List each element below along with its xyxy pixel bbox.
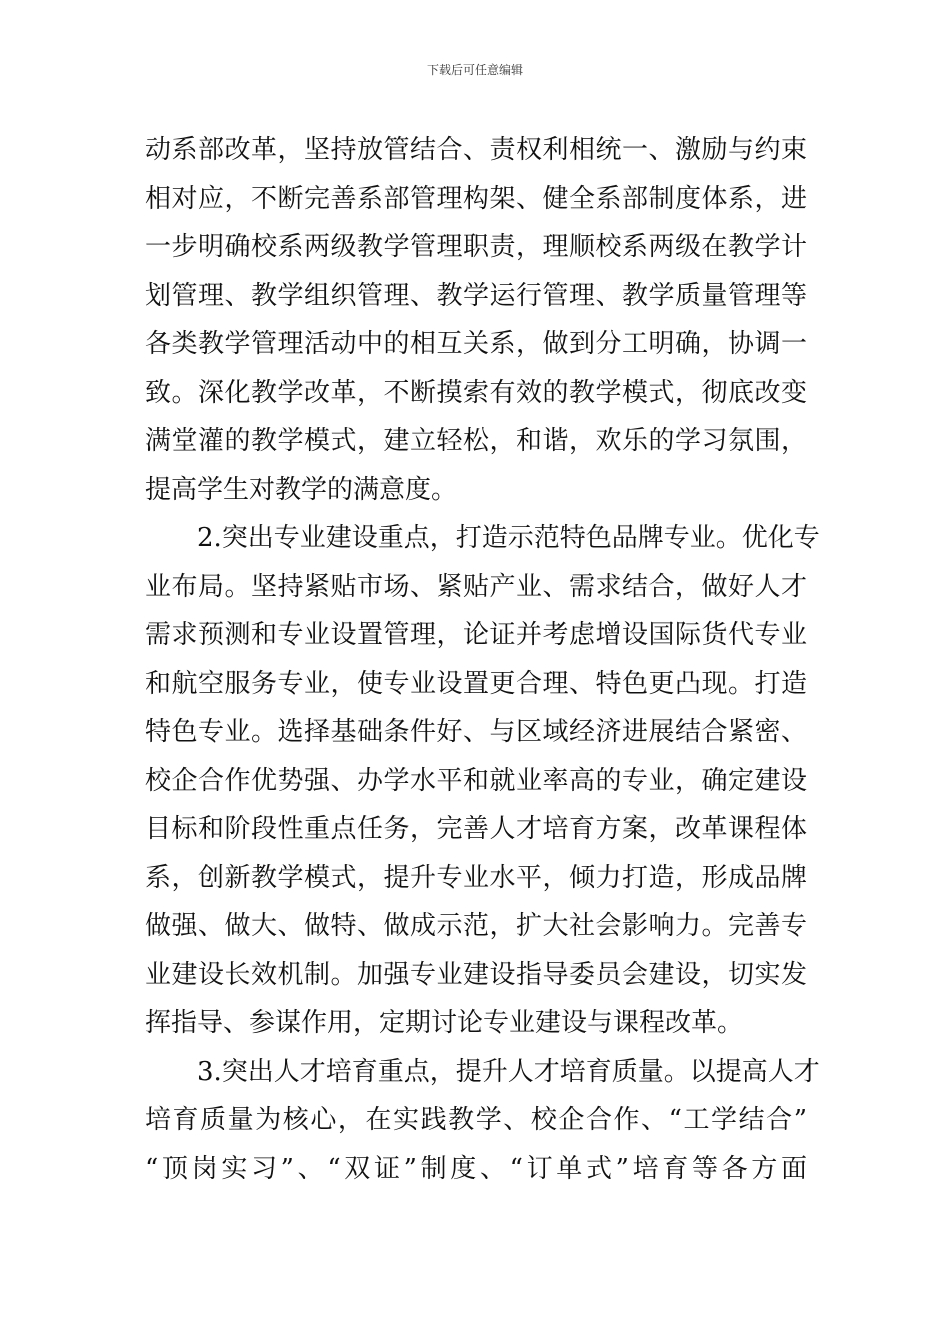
text-line: 做强、做大、做特、做成示范，扩大社会影响力。完善专 [145, 911, 807, 941]
text-line: 系，创新教学模式，提升专业水平，倾力打造，形成品牌 [145, 862, 807, 893]
text-line: 满堂灌的教学模式，建立轻松，和谐，欢乐的学习氛围， [145, 426, 807, 456]
text-line: 目标和阶段性重点任务，完善人才培育方案，改革课程体 [145, 814, 807, 844]
text-line-paragraph-start: 3.突出人才培育重点，提升人才培育质量。以提高人才 [197, 1056, 820, 1087]
text-line: 动系部改革，坚持放管结合、责权利相统一、激励与约束 [145, 135, 807, 165]
text-line: 业布局。坚持紧贴市场、紧贴产业、需求结合，做好人才 [145, 571, 807, 602]
text-line: 培育质量为核心，在实践教学、校企合作、“工学结合” [145, 1105, 807, 1135]
text-line: 业建设长效机制。加强专业建设指导委员会建设，切实发 [145, 959, 807, 990]
text-line: 致。深化教学改革，不断摸索有效的教学模式，彻底改变 [145, 377, 807, 408]
document-body [145, 126, 820, 1193]
text-line: 特色专业。选择基础条件好、与区域经济进展结合紧密、 [145, 717, 807, 747]
text-line: 相对应，不断完善系部管理构架、健全系部制度体系，进 [145, 183, 807, 214]
text-line-paragraph-end: 挥指导、参谋作用，定期讨论专业建设与课程改革。 [145, 1008, 744, 1038]
page-header: 下载后可任意编辑 [426, 63, 523, 77]
text-line: “顶岗实习”、“双证”制度、“订单式”培育等各方面 [145, 1153, 807, 1184]
text-line: 和航空服务专业，使专业设置更合理、特色更凸现。打造 [145, 668, 807, 699]
text-line: 各类教学管理活动中的相互关系，做到分工明确，协调一 [145, 329, 807, 359]
text-line: 需求预测和专业设置管理，论证并考虑增设国际货代专业 [145, 620, 807, 650]
text-line: 一步明确校系两级教学管理职责，理顺校系两级在教学计 [145, 232, 807, 262]
text-line-paragraph-start: 2.突出专业建设重点，打造示范特色品牌专业。优化专 [197, 523, 820, 553]
text-line: 校企合作优势强、办学水平和就业率高的专业，确定建设 [145, 765, 807, 796]
text-line: 划管理、教学组织管理、教学运行管理、教学质量管理等 [145, 280, 807, 311]
text-line-paragraph-end: 提高学生对教学的满意度。 [145, 474, 458, 505]
